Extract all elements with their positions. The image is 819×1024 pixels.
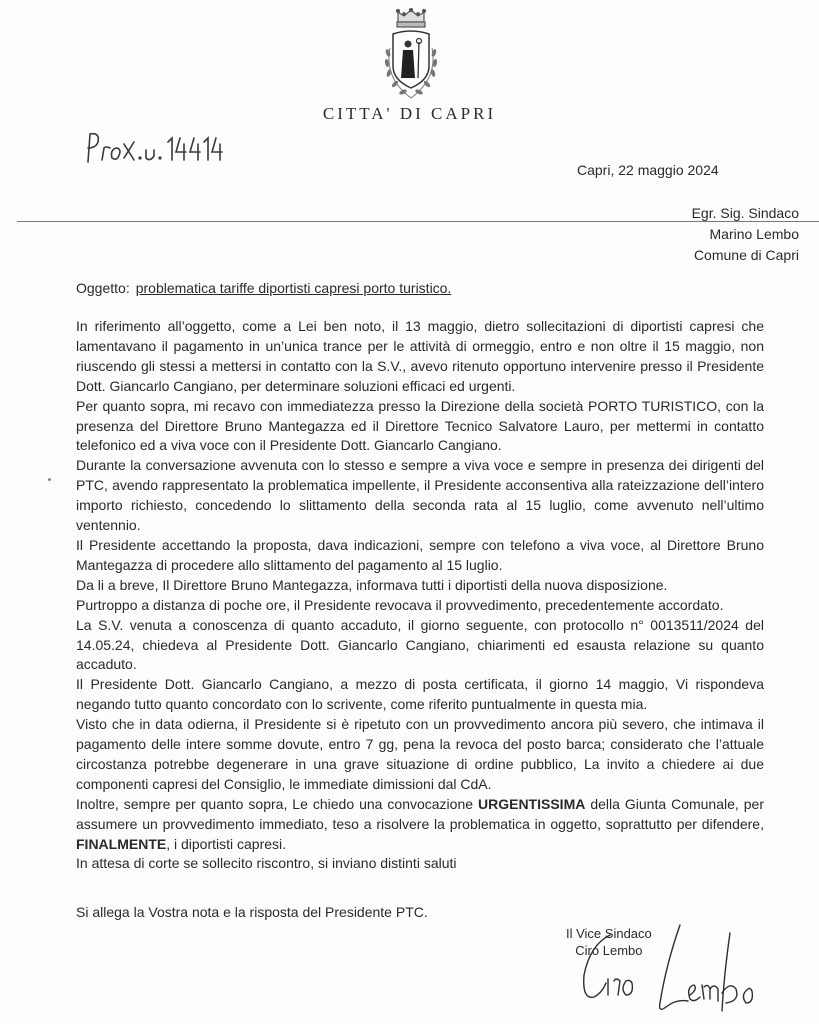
recipient-title: Egr. Sig. Sindaco (691, 205, 799, 221)
recipient-name: Marino Lembo (709, 226, 799, 242)
attachment-note: Si allega la Vostra nota e la risposta del Presidente PTC. (76, 904, 428, 920)
paragraph: Visto che in data odierna, il Presidente si è ripetuto con un provvedimento ancora più severo, che intimava il pagamento delle intere somme dovute, entro 7 gg, pena la revoca del posto barca; considerato che l’attuale circostanza potrebbe degenerare in una grave situazione di ordine pubblico, La invito a chiedere ai due componenti capresi del Consiglio, le immediate dimissioni dal CdA. (76, 716, 764, 792)
subject-line (76, 280, 451, 296)
paragraph: Purtroppo a distanza di poche ore, il Presidente revocava il provvedimento, precedentemente accordato. (76, 596, 724, 613)
handwritten-protocol-number (82, 128, 232, 168)
recipient-office: Comune di Capri (693, 247, 799, 263)
signatory-title: Il Vice Sindaco (566, 926, 652, 941)
letter-body (76, 317, 764, 874)
paragraph: In riferimento all’oggetto, come a Lei ben noto, il 13 maggio, dietro sollecitazioni di diportisti capresi che lamentavano il pagamento in un’unica trance per le attività di ormeggio, entro e non oltre il 15 maggio, non riuscendo gli stessi a mettersi in contatto con la S.V., avevo ritenuto opportuno intervenire presso il Presidente Dott. Giancarlo Cangiano, per determinare soluzioni efficaci ed urgenti. (76, 318, 764, 394)
emphasis-urgentissima: URGENTISSIMA (478, 795, 586, 812)
paragraph-text: della Giunta Comunale, per assumere un provvedimento immediato, teso a risolvere la problematica in oggetto, soprattutto per difendere, (76, 795, 764, 832)
paragraph: Il Presidente Dott. Giancarlo Cangiano, a mezzo di posta certificata, il giorno 14 maggio, Vi rispondeva negando tutto quanto concordato con lo scrivente, come riferito puntualmente in questa mia. (76, 676, 764, 713)
recipient-block (692, 203, 799, 266)
paragraph: La S.V. venuta a conoscenza di quanto accaduto, il giorno seguente, con protocollo n° 0013511/2024 del 14.05.24, chiedeva al Presidente Dott. Giancarlo Cangiano, chiarimenti ed esausta relazione su quanto accaduto. (76, 616, 764, 673)
coat-of-arms-icon (378, 8, 444, 104)
paragraph (76, 795, 764, 855)
closing-paragraph: In attesa di corte se sollecito riscontro, si inviano distinti saluti (76, 855, 457, 872)
emphasis-finalmente: FINALMENTE (76, 835, 167, 852)
letterhead-city-name: CITTA' DI CAPRI (322, 104, 497, 123)
signature-block (566, 925, 652, 959)
signatory-name: Ciro Lembo (575, 943, 643, 958)
paragraph-text: , i diportisti capresi. (166, 835, 287, 852)
date-line: Capri, 22 maggio 2024 (577, 162, 719, 178)
paragraph: Per quanto sopra, mi recavo con immediatezza presso la Direzione della società PORTO TURISTICO, con la presenza del Direttore Bruno Mantegazza ed il Direttore Tecnico Salvatore Lauro, per mettermi in contatto telefonico ed a viva voce con il Presidente Dott. Giancarlo Cangiano. (76, 397, 764, 454)
subject-label: Oggetto: (76, 280, 130, 296)
subject-text: problematica tariffe diportisti capresi porto turistico. (135, 280, 452, 296)
scan-speck (48, 478, 51, 481)
paragraph: Da li a breve, Il Direttore Bruno Mantegazza, informava tutti i diportisti della nuova disposizione. (76, 576, 668, 593)
paragraph: Il Presidente accettando la proposta, dava indicazioni, sempre con telefono a viva voce, al Direttore Bruno Mantegazza di procedere allo slittamento del pagamento al 15 luglio. (76, 536, 764, 573)
paragraph: Durante la conversazione avvenuta con lo stesso e sempre a viva voce e sempre in presenza dei dirigenti del PTC, avendo rappresentato la problematica impellente, il Presidente acconsentiva alla rateizzazione dell’intero importo richiesto, concedendo lo slittamento della seconda rata al 15 luglio, come avvenuto nell’ultimo ventennio. (76, 457, 764, 534)
paragraph-text: Inoltre, sempre per quanto sopra, Le chiedo una convocazione (76, 795, 478, 812)
